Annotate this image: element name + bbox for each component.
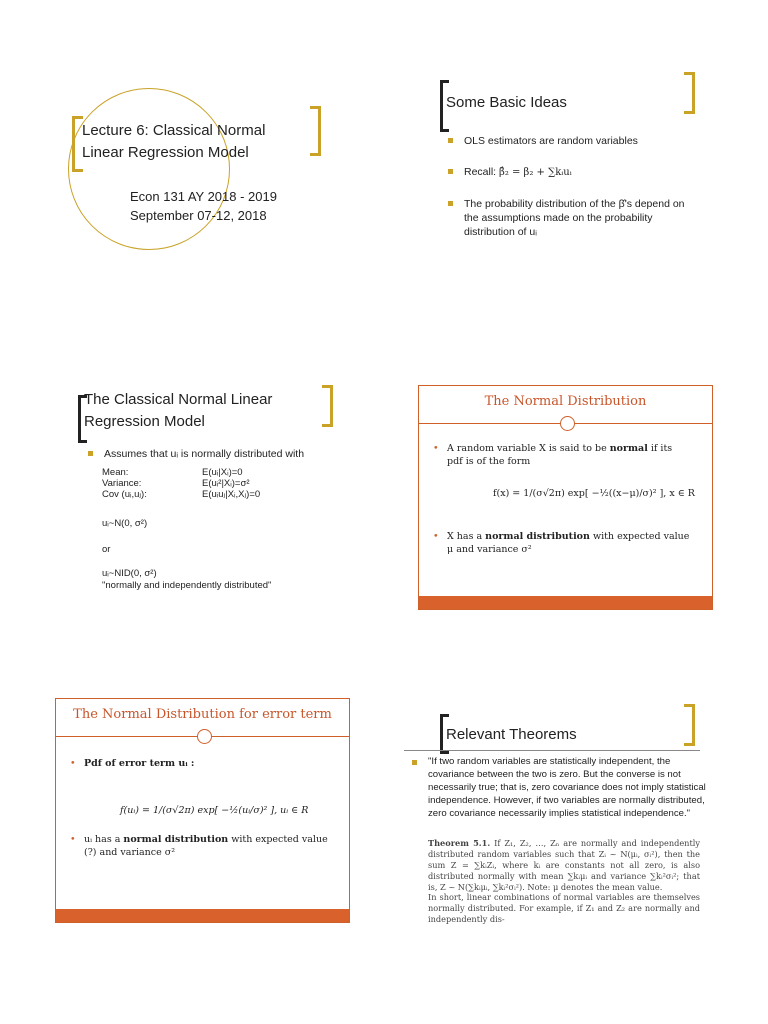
slide-title-text: The Classical Normal Linear Regression Model — [84, 391, 273, 430]
bullet-list — [70, 757, 320, 770]
bullet-list — [433, 530, 693, 557]
slide-error-term — [55, 698, 350, 923]
date-line: September 07-12, 2018 — [130, 208, 267, 223]
right-bracket — [322, 385, 333, 427]
footer-bar — [419, 596, 712, 609]
moment-row: Mean: E(uᵢ|Xᵢ)=0 — [102, 467, 243, 478]
slide-title-text: Some Basic Ideas — [446, 94, 567, 111]
right-bracket — [684, 704, 695, 746]
moment-row: Cov (uᵢ,uⱼ): E(uᵢuⱼ|Xᵢ,Xⱼ)=0 — [102, 489, 261, 500]
bullet-item: Assumes that uᵢ is normally distributed with — [88, 447, 348, 461]
right-bracket — [684, 72, 695, 114]
or-line: or — [102, 544, 111, 555]
slide-title-text: Relevant Theorems — [446, 726, 577, 743]
bullet-list — [412, 756, 706, 838]
footer-bar — [56, 909, 349, 922]
slide-title-text: Lecture 6: Classical Normal Linear Regression Model — [82, 122, 266, 161]
bullet-list — [70, 833, 330, 860]
moment-table — [102, 467, 260, 500]
bullet-item: • Pdf of error term uᵢ : — [70, 757, 320, 770]
error-pdf-formula: f(uᵢ) = 1/(σ√2π) exp[ −½(uᵢ/σ)² ], uᵢ ∈ R — [120, 805, 309, 816]
slide-title-text: The Normal Distribution for error term — [73, 707, 332, 722]
textbook-paragraph: In short, linear combinations of normal variables are themselves normally distributed. For example, if Z₁ and Z₂ are normally and independently dis- — [428, 892, 700, 925]
normal-line: uᵢ~N(0, σ²) — [102, 518, 148, 529]
slide-normal-distribution — [418, 385, 713, 610]
bullet-item: The probability distribution of the β̂'s depend on the assumptions made on the probability distribution of uᵢ — [448, 197, 698, 240]
recall-formula: β̂₂ = β₂ + ∑kᵢuᵢ — [499, 167, 572, 179]
title-circle — [560, 416, 575, 431]
textbook-excerpt: Theorem 5.1. If Z₁, Z₂, …, Zₙ are normally and independently distributed random variables such that Zᵢ ~ N(μᵢ, σᵢ²), then the sum Z = ∑kᵢZᵢ, where kᵢ are constants not all zero, is also distributed normally with mean ∑kᵢμᵢ and variance ∑kᵢ²σᵢ²; that is, Z ~ N(∑kᵢμᵢ, ∑kᵢ²σᵢ²). Note: μ denotes the mean value. — [428, 838, 700, 893]
nid-line: uᵢ~NID(0, σ²) — [102, 568, 157, 579]
course-line: Econ 131 AY 2018 - 2019 — [130, 189, 277, 204]
bullet-list — [433, 442, 683, 469]
slide-basic-ideas — [404, 70, 749, 300]
bullet-item: • uᵢ has a normal distribution with expected value (?) and variance σ² — [70, 833, 330, 860]
right-bracket — [310, 106, 321, 156]
bullet-item: • X has a normal distribution with expected value μ and variance σ² — [433, 530, 693, 557]
bullet-item: "If two random variables are statistically independent, the covariance between the two is zero. But the converse is not necessarily true; that is, zero covariance does not imply statistical independence. However, if two variables are normally distributed, zero covariance necessarily implies statistical independence." — [412, 756, 706, 821]
slide-title-text: The Normal Distribution — [484, 394, 647, 409]
bullet-list — [448, 134, 698, 256]
title-circle — [197, 729, 212, 744]
pdf-formula: f(x) = 1/(σ√2π) exp[ −½((x−μ)/σ)² ], x ∈ R — [493, 488, 695, 499]
slide-cnlrm — [30, 375, 375, 605]
moment-row: Variance: E(uᵢ²|Xᵢ)=σ² — [102, 478, 250, 489]
title-rule — [404, 750, 700, 751]
slide-relevant-theorems — [404, 690, 749, 925]
bullet-item: OLS estimators are random variables — [448, 134, 698, 148]
quote-line: "normally and independently distributed" — [102, 580, 272, 591]
bullet-item: • A random variable X is said to be normal if its pdf is of the form — [433, 442, 683, 469]
bullet-item: Recall: β̂₂ = β₂ + ∑kᵢuᵢ — [448, 165, 698, 180]
slide-title — [30, 70, 375, 300]
